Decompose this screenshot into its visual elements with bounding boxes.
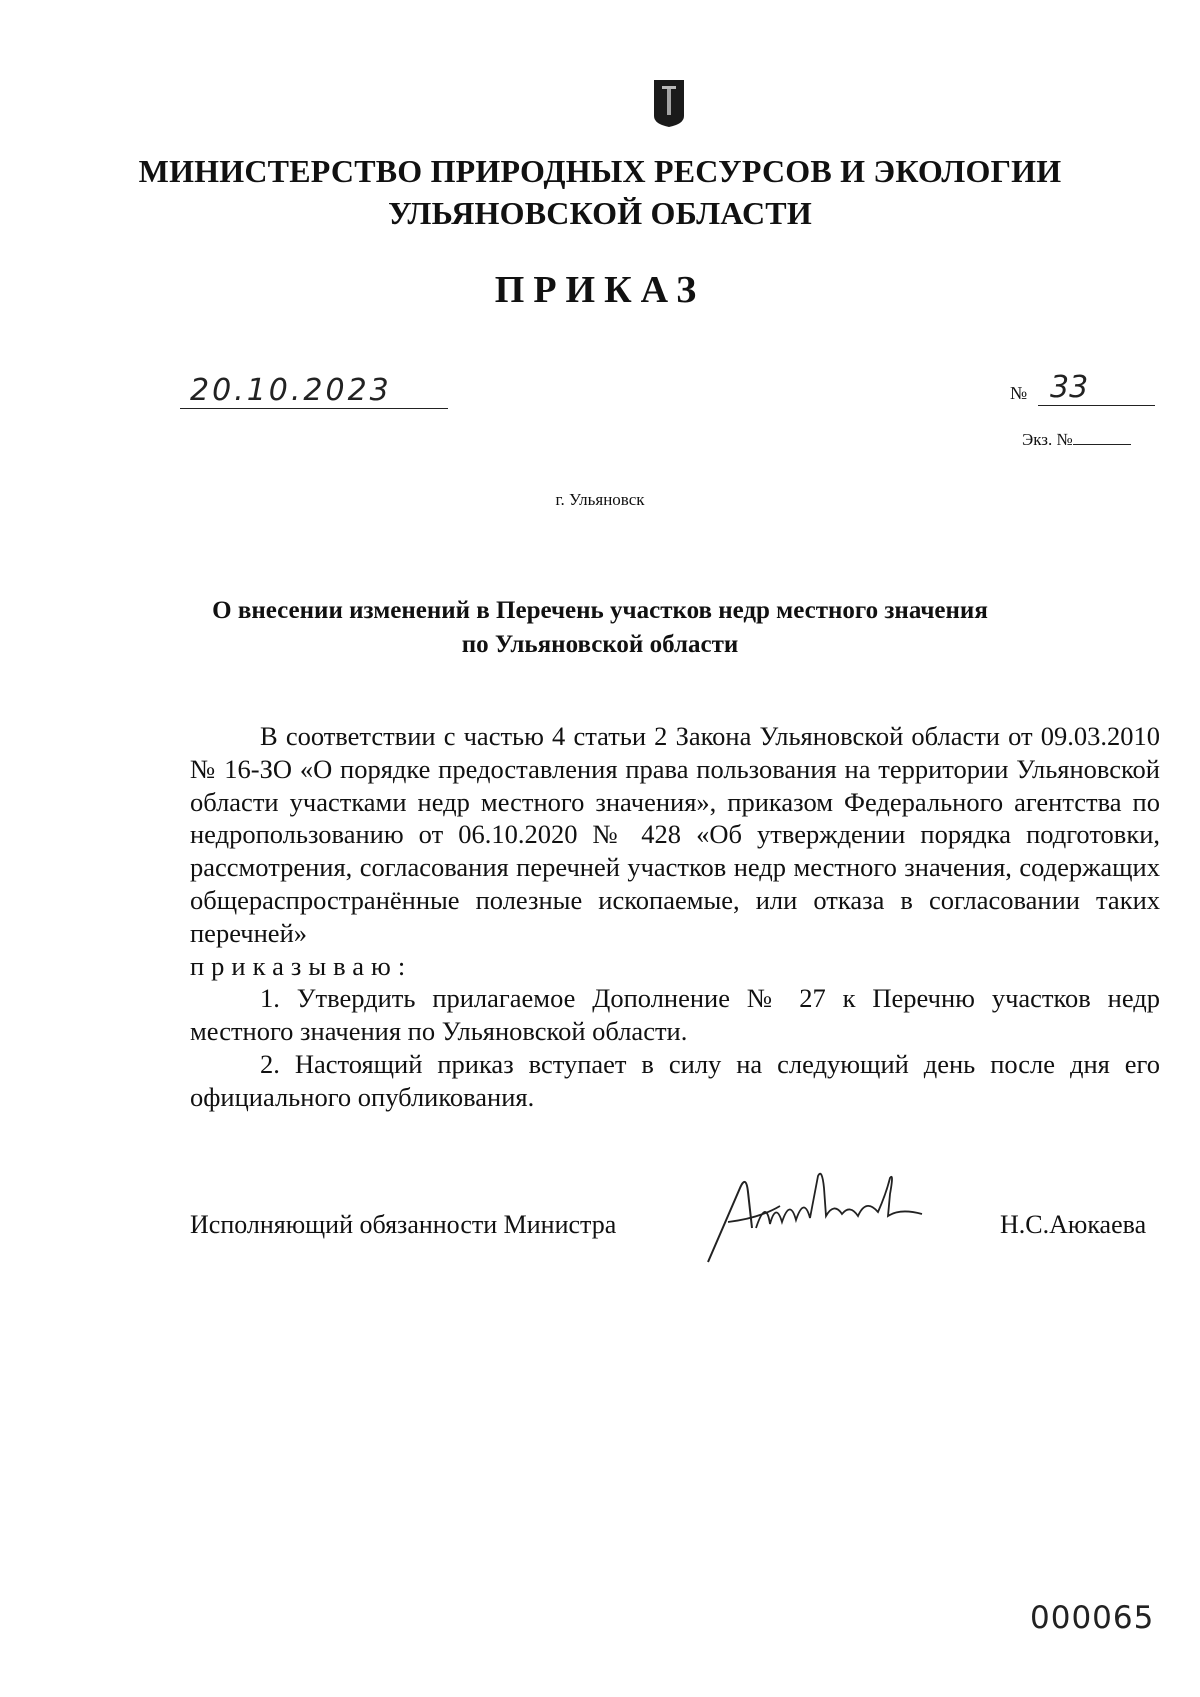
page-number: 000065	[1030, 1600, 1155, 1636]
signatory-position: Исполняющий обязанности Министра	[190, 1210, 617, 1239]
document-body	[190, 720, 1160, 1114]
city: г. Ульяновск	[555, 490, 645, 509]
order-word: приказываю:	[190, 950, 413, 981]
copy-number-field	[1022, 430, 1157, 454]
signatory-name: Н.С.Аюкаева	[1000, 1210, 1147, 1239]
order-item-2: 2. Настоящий приказ вступает в силу на следующий день после дня его официального опубликования.	[190, 1048, 1160, 1112]
order-item-1: 1. Утвердить прилагаемое Дополнение № 27 к Перечню участков недр местного значения по Ульяновской области.	[190, 983, 1160, 1047]
subject-line1: О внесении изменений в Перечень участков недр местного значения	[212, 597, 988, 624]
copy-label: Экз. №	[1022, 430, 1073, 449]
preamble-paragraph	[190, 720, 1160, 950]
document-number-field	[1010, 368, 1155, 406]
ministry-name	[100, 150, 1100, 234]
copy-line	[1073, 444, 1131, 445]
handwritten-number: 33	[1050, 370, 1089, 405]
number-sign: №	[1010, 383, 1028, 403]
ministry-name-line2: УЛЬЯНОВСКОЙ ОБЛАСТИ	[388, 195, 812, 231]
subject-line2: по Ульяновской области	[461, 631, 739, 658]
coat-of-arms-icon	[652, 78, 686, 128]
preamble-text: В соответствии с частью 4 статьи 2 Закона Ульяновской области от 09.03.2010 № 16-ЗО «О порядке предоставления права пользования на территории Ульяновской области участками недр местного значения», приказом Федерального агентства по недропользованию от 06.10.2020 № 428 «Об утверждении порядка подготовки, рассмотрения, согласования перечней участков недр местного значения, содержащих общераспространённые полезные ископаемые, или отказа в согласовании таких перечней»	[190, 721, 1160, 948]
document-subject	[150, 594, 1050, 662]
date-field	[180, 362, 448, 409]
handwritten-date: 20.10.2023	[190, 373, 392, 408]
ministry-name-line1: МИНИСТЕРСТВО ПРИРОДНЫХ РЕСУРСОВ И ЭКОЛОГИИ	[138, 153, 1062, 189]
document-type: ПРИКАЗ	[494, 269, 706, 311]
handwritten-signature	[700, 1158, 930, 1268]
number-line	[1038, 367, 1155, 406]
